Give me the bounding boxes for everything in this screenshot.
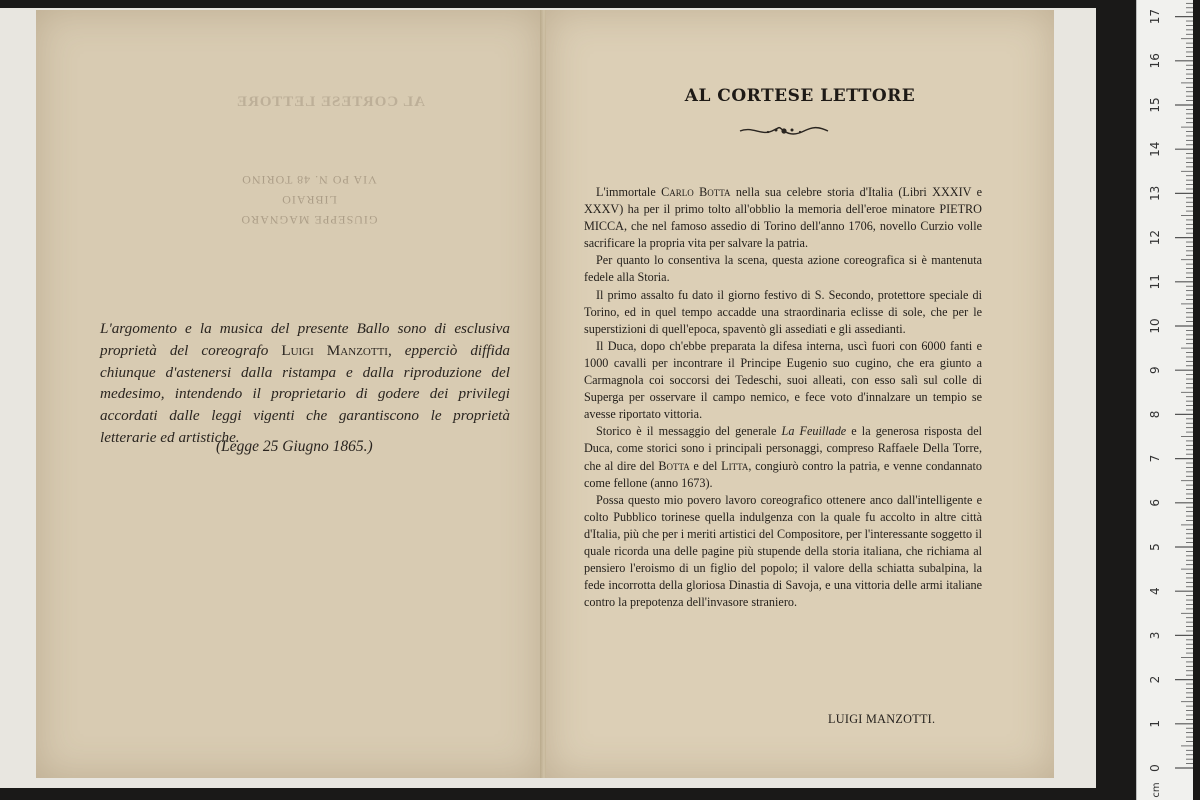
notice-text-start: L'argomento e la musica del presente Ballo sono di esclusiva proprietà del coreografo (100, 320, 510, 359)
general-name: La Feuillade (781, 424, 847, 439)
ruler-label: 14 (1148, 141, 1162, 157)
law-reference: (Legge 25 Giugno 1865.) (216, 438, 373, 455)
ruler-label: 2 (1148, 675, 1162, 684)
ruler-label: 1 (1148, 719, 1162, 728)
ruler-label: 7 (1148, 454, 1162, 463)
ornament-divider-icon (738, 124, 830, 138)
measuring-ruler (1136, 0, 1193, 800)
ruler-label: 6 (1148, 498, 1162, 507)
ruler-label: 13 (1148, 185, 1162, 202)
notice-text-end: , epperciò diffida chiunque d'astenersi dalla ristampa e dalla riproduzione del medesimo, intendendo il proprietario di godere dei privilegi accordati dalle leggi vigenti che garantiscono le proprietà letterarie ed artistiche. (100, 341, 511, 446)
ruler-label: 15 (1148, 97, 1162, 113)
ruler-label: 12 (1148, 229, 1162, 246)
author-name: Botta (658, 458, 690, 473)
preface-text (584, 184, 982, 611)
ruler-label: 17 (1148, 8, 1162, 25)
ruler-label: 5 (1148, 543, 1162, 551)
stamp-line: VIA PO N. 48 TORINO (241, 173, 377, 187)
ruler-label: 4 (1148, 587, 1162, 596)
page-title: AL CORTESE LETTORE (684, 86, 916, 106)
bleed-through-title: AL CORTESE LETTORE (236, 94, 425, 110)
copyright-notice (100, 318, 510, 449)
paragraph: Per quanto lo consentiva la scena, questa azione coreografica si è mantenuta fedele alla Storia. (584, 253, 982, 285)
paragraph: Il primo assalto fu dato il giorno festivo di S. Secondo, protettore speciale di Torino, ed in quel tempo accadde una straordinaria eclisse di sole, che per le superstizioni di quell'epoca, spaventò gli assediati e gli assedianti. (584, 287, 982, 336)
stamp-line: LIBRAIO (281, 193, 337, 207)
ruler-label: 3 (1148, 631, 1162, 640)
ruler-label: 8 (1148, 410, 1162, 419)
paragraph (584, 423, 982, 491)
paragraph: Il Duca, dopo ch'ebbe preparata la difesa interna, uscì fuori con 6000 fanti e 1000 cavalli per incontrare il Principe Eugenio suo cugino, che era giunto a Carmagnola coi soccorsi dei Tedeschi, suoi alleati, con esso salì sul colle di Superga per osservare il campo nemico, e fece voto d'innalzare un tempio se avesse riportato vittoria. (584, 338, 982, 422)
notice-author-name: Luigi Manzotti (281, 341, 388, 359)
bookseller-stamp (214, 130, 404, 230)
author-name: Litta (721, 458, 749, 473)
ruler-label: 0 (1148, 764, 1162, 772)
paragraph-text: , congiurò contro la patria, e venne condannato come fellone (anno 1673). (584, 458, 982, 490)
author-name: Carlo Botta (661, 185, 731, 199)
ruler-label: 9 (1148, 366, 1162, 375)
paragraph-text: nella sua celebre storia d'Italia (Libri XXXIV e XXXV) ha per il primo tolto all'obblio la memoria dell'eroe minatore PIETRO MICCA, che nel famoso assedio di Torino dell'anno 1706, novello Curzio volle sacrificare la propria vita per salvare la patria. (584, 185, 983, 251)
signature: LUIGI MANZOTTI. (828, 712, 936, 726)
ruler-label: 16 (1148, 53, 1162, 69)
paragraph-text: L'immortale (596, 185, 662, 199)
ruler-unit: cm (1151, 782, 1162, 798)
paragraph (584, 184, 982, 252)
ruler-label: 10 (1148, 318, 1162, 334)
paragraph: Possa questo mio povero lavoro coreografico ottenere anco dall'intelligente e colto Pubblico torinese quella indulgenza con la quale fu accolto in altre città d'Italia, più che per i meriti artistici del Compositore, per l'interessante soggetto il quale ricorda una delle pagine più stupende della storia italiana, che richiama al pensiero l'eroismo di un figlio del popolo; il valore della schiatta subalpina, la fede incorrotta della gloriosa Dinastia di Savoja, e una vittoria delle armi italiane contro la prepotenza dell'invasore straniero. (584, 492, 982, 610)
paragraph-text: e del (689, 458, 722, 473)
paragraph-text: e la generosa risposta del Duca, come storici sono i principali personaggi, compreso Raffaele Della Torre, che al dire del (584, 424, 982, 473)
stamp-line: GIUSEPPE MAGNARO (240, 213, 378, 227)
paragraph-text: Storico è il messaggio del generale (596, 424, 782, 439)
ruler-label: 11 (1148, 274, 1162, 290)
ruler-scale (1137, 0, 1193, 800)
